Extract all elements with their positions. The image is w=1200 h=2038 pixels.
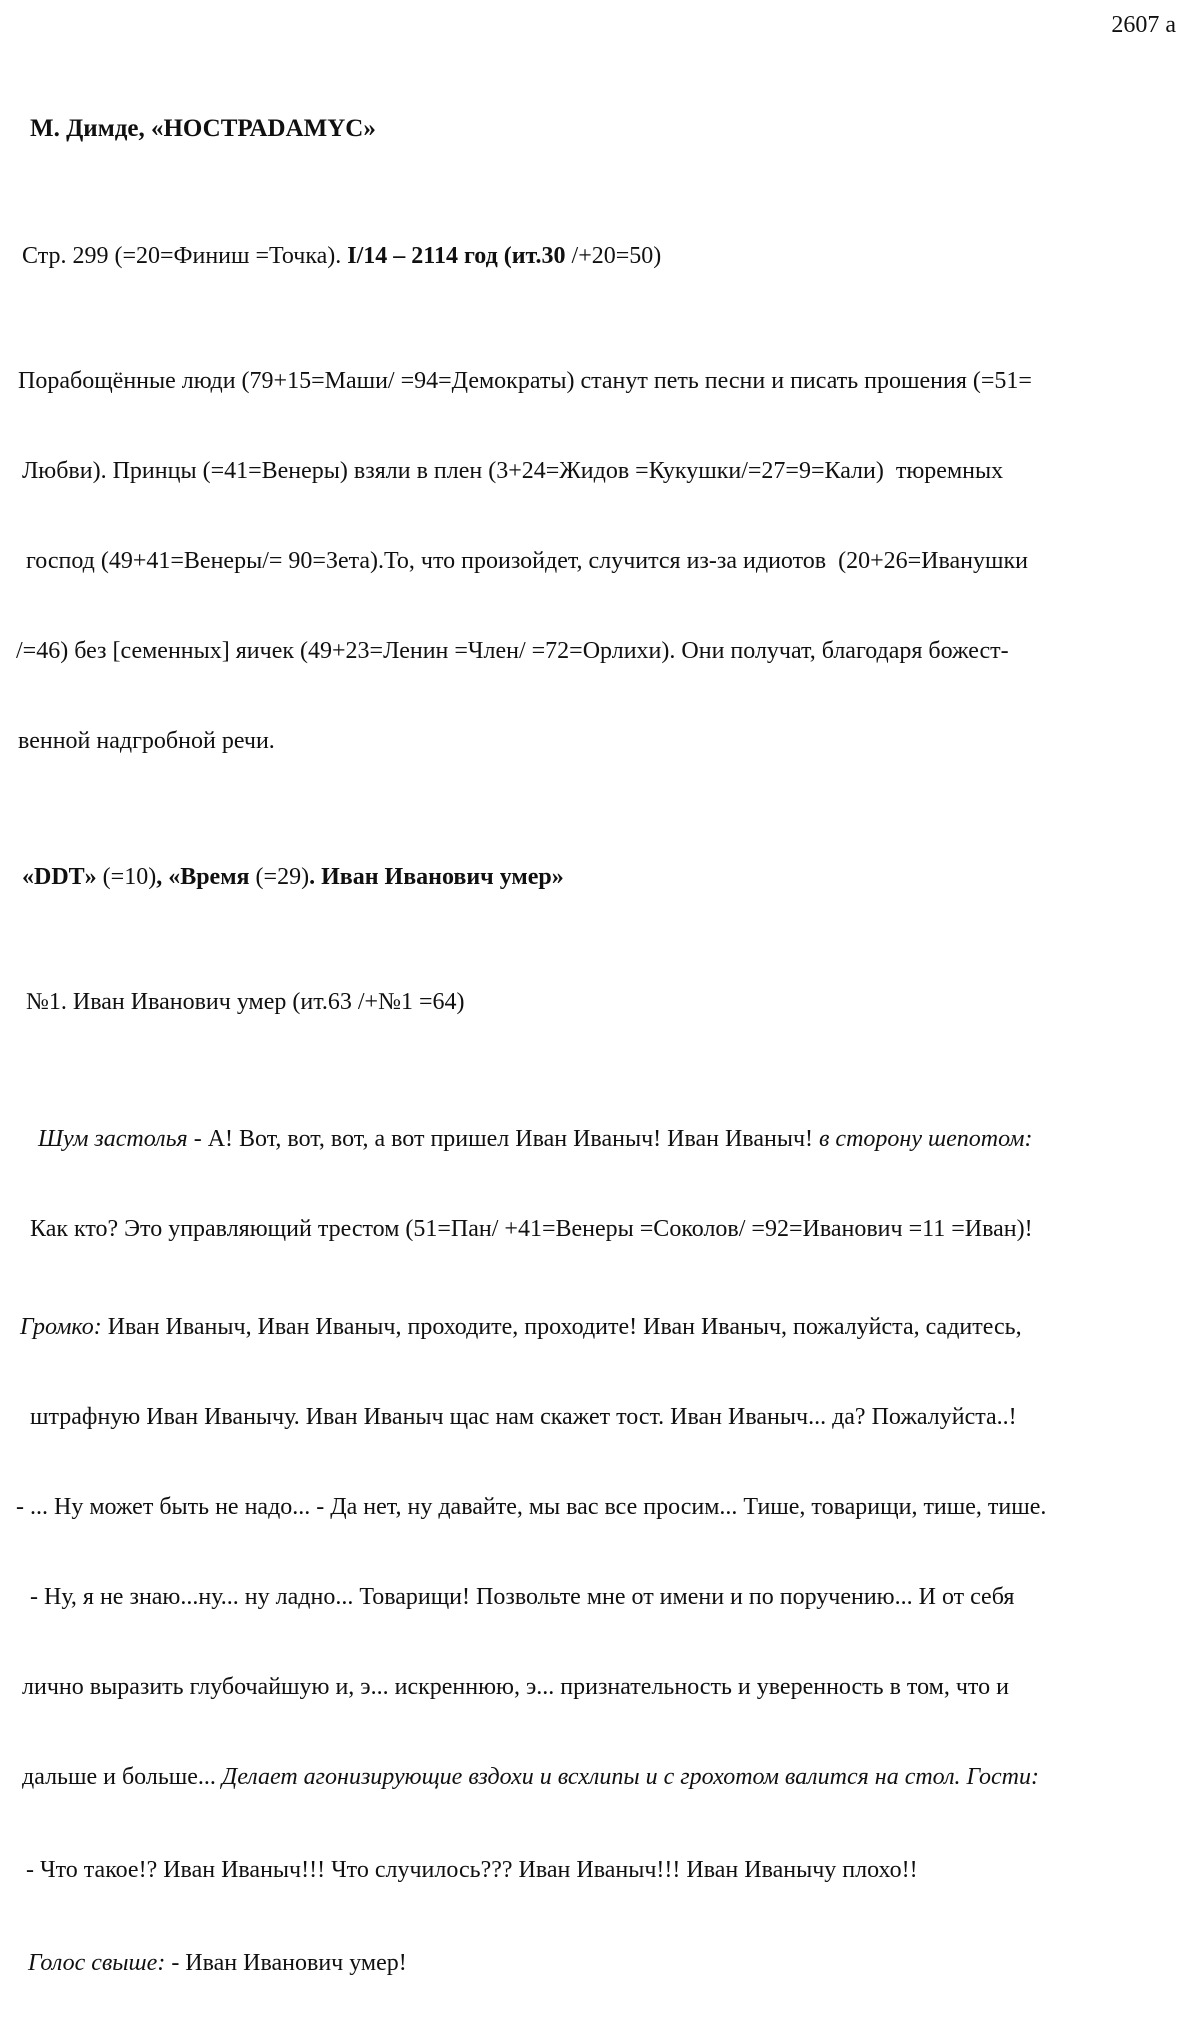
paragraph-text: Порабощённые люди (79+15=Маши/ =94=Демократы) станут петь песни и писать прошения (=51=: [18, 368, 1032, 394]
paragraph-line-2: [16, 456, 1190, 486]
stage-direction-text: Громко:: [20, 1314, 102, 1340]
band-name-text: «DDT»: [22, 864, 97, 890]
dialogue-text: Иван Иваныч, Иван Иваныч, проходите, проходите! Иван Иваныч, пожалуйста, садитесь,: [101, 1314, 1022, 1340]
book-title-text: М. Димде, «НОСТРАDАМYС»: [30, 115, 376, 142]
paragraph-line-5: [16, 726, 1190, 756]
section-number-text: (=29): [249, 864, 310, 890]
track-number-line: [16, 987, 1190, 1017]
quatrain-ref-text: I/14 – 2114 год (ит.30: [347, 243, 566, 269]
section-header: [16, 862, 1190, 892]
dialogue-text: - Что такое!? Иван Иваныч!!! Что случилось??? Иван Иваныч!!! Иван Иванычу плохо!!: [26, 1857, 918, 1883]
paragraph-text: венной надгробной речи.: [18, 728, 275, 754]
dialogue-text: дальше и больше...: [22, 1764, 222, 1790]
paragraph-line-4: [16, 636, 1190, 666]
section-number-text: (=10): [96, 864, 157, 890]
dialogue-text: лично выразить глубочайшую и, э... искреннюю, э... признательность и уверенность в том, что и: [22, 1674, 1009, 1700]
page-number: 2607 a: [1111, 12, 1176, 38]
dialogue-line-9: [16, 1855, 1190, 1885]
dialogue-line-4: [16, 1402, 1190, 1432]
dialogue-line-10: [16, 1948, 1190, 1978]
song-title-text: . Иван Иванович умер»: [309, 864, 564, 890]
dialogue-line-1: [16, 1124, 1190, 1154]
paragraph-text: /=46) без [семенных] яичек (49+23=Ленин =Член/ =72=Орлихи). Они получат, благодаря божест-: [16, 638, 1009, 664]
stage-direction-text: Делает агонизирующие вздохи и всхлипы и с грохотом валится на стол. Гости:: [221, 1764, 1039, 1790]
page-ref-tail: /+20=50): [565, 243, 662, 269]
dialogue-text: Как кто? Это управляющий трестом (51=Пан/ +41=Венеры =Соколов/ =92=Иванович =11 =Иван)!: [30, 1216, 1033, 1242]
paragraph-line-3: [16, 546, 1190, 576]
stage-direction-text: Голос свыше:: [28, 1950, 166, 1976]
dialogue-text: - Ну, я не знаю...ну... ну ладно... Товарищи! Позвольте мне от имени и по поручению... И от себя: [30, 1584, 1015, 1610]
dialogue-text: - Иван Иванович умер!: [165, 1950, 407, 1976]
track-number-text: №1. Иван Иванович умер (ит.63 /+№1 =64): [26, 989, 465, 1015]
dialogue-line-3: [16, 1312, 1190, 1342]
paragraph-text: Любви). Принцы (=41=Венеры) взяли в плен (3+24=Жидов =Кукушки/=27=9=Кали) тюремных: [22, 458, 1004, 484]
stage-direction-text: Шум застолья: [38, 1126, 188, 1152]
paragraph-text: господ (49+41=Венеры/= 90=Зета).То, что произойдет, случится из-за идиотов (20+26=Иванушки: [26, 548, 1028, 574]
dialogue-text: штрафную Иван Иванычу. Иван Иваныч щас нам скажет тост. Иван Иваныч... да? Пожалуйста..!: [30, 1404, 1017, 1430]
dialogue-text: - ... Ну может быть не надо... - Да нет, ну давайте, мы вас все просим... Тише, товарищи, тише, тише.: [16, 1494, 1047, 1520]
dialogue-line-2: [16, 1214, 1190, 1244]
dialogue-line-8: [16, 1762, 1190, 1792]
dialogue-line-7: [16, 1672, 1190, 1702]
album-name-text: , «Время: [156, 864, 250, 890]
dialogue-text: - А! Вот, вот, вот, а вот пришел Иван Иваныч! Иван Иваныч!: [187, 1126, 820, 1152]
dialogue-line-6: [16, 1582, 1190, 1612]
stage-direction-text: в сторону шепотом:: [819, 1126, 1033, 1152]
paragraph-line-1: [16, 366, 1190, 396]
page-ref-text: Стр. 299 (=20=Финиш =Точка).: [22, 243, 348, 269]
dialogue-line-5: [16, 1492, 1190, 1522]
page-ref-line: [16, 241, 1190, 271]
book-title-line: [16, 114, 1190, 144]
